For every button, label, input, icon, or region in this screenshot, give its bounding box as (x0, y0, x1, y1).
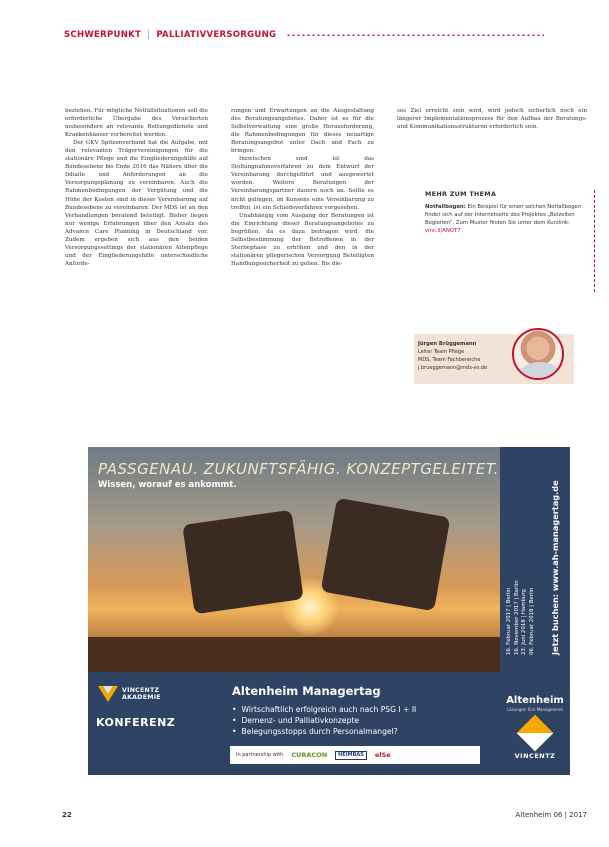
ad-bullet-list (232, 704, 416, 737)
brand-title: Altenheim (506, 695, 564, 706)
author-photo (512, 328, 564, 380)
author-lines (418, 340, 487, 372)
brand-bottom: VINCENTZ (514, 752, 556, 760)
topic-label: PALLIATIVVERSORGUNG (156, 30, 277, 40)
vincentz-akademie-logo (96, 682, 216, 742)
author-card (414, 334, 574, 384)
partner-strip (230, 746, 480, 764)
event-date: 16. November 2017 | Berlin (513, 580, 520, 655)
page-number: 22 (62, 811, 72, 819)
paragraph: ses Ziel erreicht sein wird, wird jedoch sicherlich noch ein längerer Implementationsprozess für den Aufbau der Beratungs- und Kommunikationsstrukturen erforderlich sein. (397, 108, 587, 131)
ad-subline: Wissen, worauf es ankommt. (98, 480, 237, 490)
author-role: Leiter Team Pflege (418, 349, 465, 355)
paragraph: beziehen. Für mögliche Notfallsituationen soll die erforderliche Übergabe des Versicherten insbesondere an relevante Rettungsdienste und Krankenhäuser vorbereitet werden. (65, 108, 208, 139)
event-date: 06. Februar 2018 | Berlin (528, 587, 535, 655)
article-column-3 (397, 107, 587, 131)
paragraph: Der GKV Spitzenverband hat die Aufgabe, mit den relevanten Trägervereinigungen für die stationäre Pflege und die Eingliederungshilfe auf Bundesebene bis Ende 2016 das Nähere über die Inhalte und Anforderungen an die Versorgungsplanung zu vereinbaren. Auch die Rahmenbedingungen der Vergütung und die Höhe der Kosten sind in dieser Vereinbarung auf Bundesebene zu vereinbaren. Der MDS ist an den Verhandlungen beratend beteiligt. Bisher liegen nur wenige Erfahrungen über den Ansatz des Advance Care Planning in Deutschland vor. Zudem ergeben sich aus den beiden Versorgungssettings der stationären Altenpflege und der Eingliederungshilfe unterschiedliche Anforde- (65, 140, 208, 267)
paragraph: Inzwischen sind ist das Stellungnahmeverfahren zu dem Entwurf der Vereinbarung durchgeführt und ausgewertet worden. Weitere Beratungen der Vereinbarungspartner dauern noch an. Sollte es nicht gelingen, im Konsens eine Vereinbarung zu treffen, ist ein Schiedsverfahren vorgesehen. (231, 156, 374, 211)
section-header (64, 28, 544, 42)
infobox-body (425, 203, 594, 235)
ad-side-panel (500, 447, 570, 775)
advertisement[interactable] (62, 435, 580, 787)
ad-event-title: Altenheim Managertag (232, 684, 381, 698)
footer-issue-number: 06 | 2017 (553, 811, 587, 819)
author-photo-shirt (520, 362, 560, 380)
ad-bullet: • Belegungsstopps durch Personalmangel? (232, 726, 416, 737)
logo-line-1: VINCENTZ (122, 687, 160, 694)
booking-link[interactable]: Jetzt buchen: www.ah-managertag.de (550, 480, 560, 655)
header-separator: | (147, 30, 151, 40)
author-org: MDS, Team Fachbereiche (418, 357, 481, 363)
article-column-1 (65, 107, 208, 268)
paragraph: Unabhängig vom Ausgang der Beratungen ist die Einrichtung dieser Beratungsangebotes zu begrüßen, da es dazu beitragen wird, die Selbstbestimmung der Betroffenen in der Sterbephase zu erhöhen und den in der stationären pflegerischen Versorgung Beteiligten Handlungssicherheit zu geben. Bis die- (231, 212, 374, 267)
author-email[interactable]: j.brueggemann@mds-ev.de (418, 365, 488, 371)
ad-headline: PASSGENAU. ZUKUNFTSFÄHIG. KONZEPTGELEITET. (98, 460, 499, 478)
ad-bottom-panel (88, 672, 500, 775)
ad-bullet: • Wirtschaftlich erfolgreich auch nach PSG I + II (232, 704, 416, 715)
section-label: SCHWERPUNKT (64, 30, 142, 40)
infobox-link[interactable]: vinc.li/ANOT7 (425, 228, 461, 234)
event-dates (506, 580, 536, 655)
footer-issue (516, 811, 588, 819)
infobox-text: Ein Beispiel für einen solchen Notfallbogen findet sich auf der Internetseite des Projektes „Beizeiten Begleiten“. Zum Muster finden Sie unter dem Kurzlink: (425, 204, 582, 226)
logo-line-2: AKADEMIE (122, 694, 161, 701)
ad-photo-puzzle-left (182, 510, 303, 614)
header-dots (286, 34, 544, 36)
ad-photo-ground (88, 637, 500, 672)
ad-bullet: • Demenz- und Palliativkonzepte (232, 715, 416, 726)
partner-logo: elSe (374, 751, 391, 759)
event-date: 16. Februar 2017 | Berlin (506, 587, 512, 655)
article-column-2 (231, 107, 374, 268)
more-on-topic-box (425, 190, 595, 292)
paragraph: rungen und Erwartungen an die Ausgestaltung des Beratungsangebotes. Daher ist es für die Selbstverwaltung eine große Herausforderung, die Rahmenbedingungen für dieses neuartige Beratungsangebot unter Dach und Fach zu bringen. (231, 108, 374, 155)
vincentz-v-icon (96, 682, 120, 706)
footer-magazine: Altenheim (515, 811, 552, 819)
brand-subtitle: Lösungen fürs Management (507, 707, 563, 712)
infobox-title: MEHR ZUM THEMA (425, 190, 497, 198)
conference-label: KONFERENZ (96, 716, 176, 729)
partner-logo: CURACON (291, 751, 328, 759)
infobox-lead: Notfallbogen: (425, 204, 466, 210)
vincentz-diamond-icon (517, 715, 554, 752)
partner-logo: HEIMBAS (335, 751, 367, 760)
partners-label: In partnership with (236, 752, 284, 758)
altenheim-brand (500, 689, 570, 775)
author-name: Jürgen Brüggemann (418, 341, 477, 347)
logo-name (122, 687, 161, 701)
event-date: 23. Juni 2018 | Hamburg (521, 589, 527, 655)
ad-photo-puzzle-right (321, 498, 451, 612)
